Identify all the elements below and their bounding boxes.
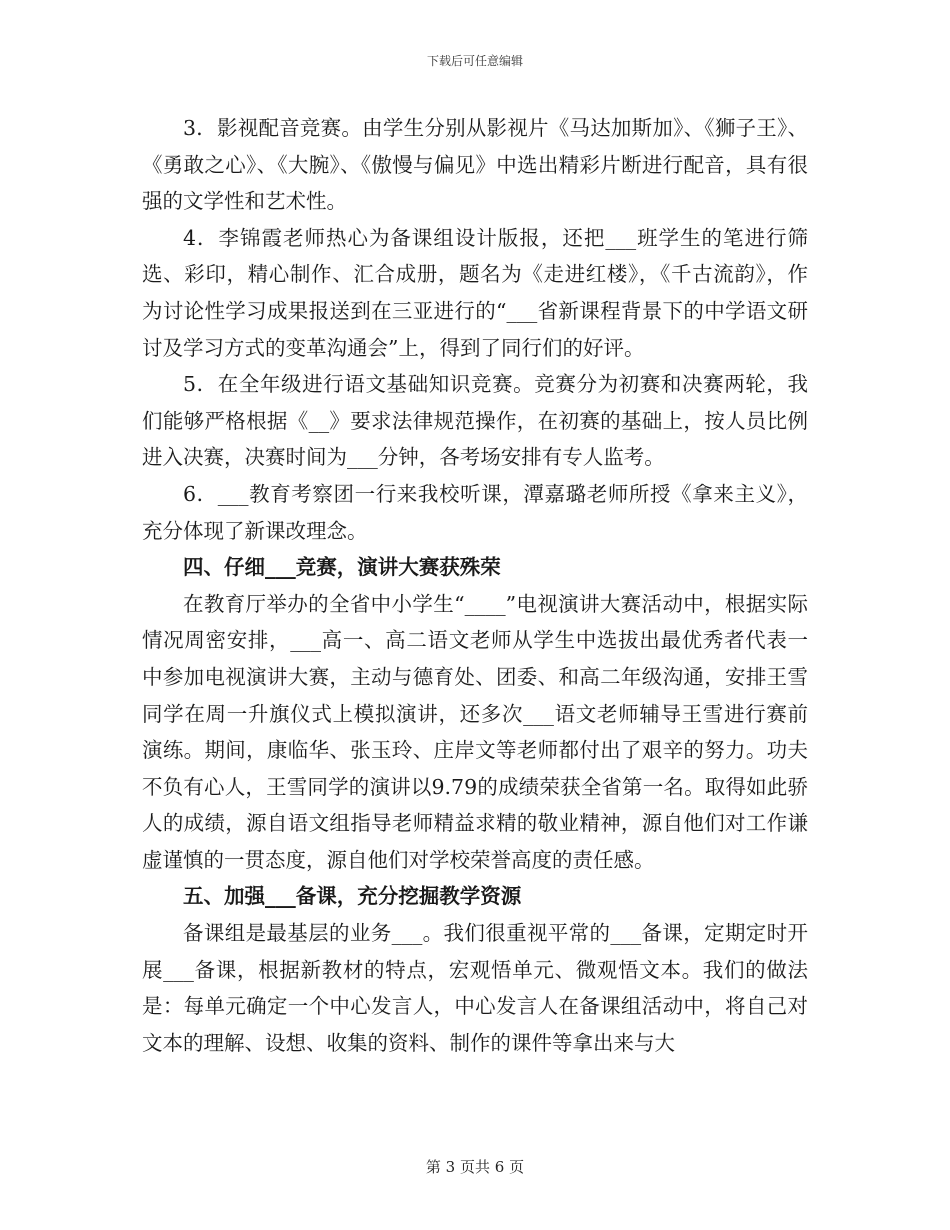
section-heading-five: 五、加强___备课，充分挖掘教学资源	[183, 884, 522, 909]
paragraph-item-4: 4．李锦霞老师热心为备课组设计版报，还把___班学生的笔进行筛选、彩印，精心制作、汇合成册，题名为《走进红楼》，《千古流韵》，作为讨论性学习成果报送到在三亚进行的“___省新课程背景下的中学语文研讨及学习方式的变革沟通会”上，得到了同行们的好评。	[142, 225, 808, 360]
section-heading-four: 四、仔细___竞赛，演讲大赛获殊荣	[183, 555, 501, 580]
page-number-footer: 第 3 页共 6 页	[425, 1158, 525, 1176]
paragraph-item-6: 6．___教育考察团一行来我校听课，潭嘉璐老师所授《拿来主义》，充分体现了新课改理念。	[142, 481, 808, 543]
paragraph-item-5: 5．在全年级进行语文基础知识竞赛。竞赛分为初赛和决赛两轮，我们能够严格根据《__》要求法律规范操作，在初赛的基础上，按人员比例进入决赛，决赛时间为___分钟，各考场安排有专人监考。	[142, 372, 808, 470]
paragraph-lesson-prep: 备课组是最基层的业务___。我们很重视平常的___备课，定期定时开展___备课，根据新教材的特点，宏观悟单元、微观悟文本。我们的做法是：每单元确定一个中心发言人，中心发言人在备课组活动中，将自己对文本的理解、设想、收集的资料、制作的课件等拿出来与大	[142, 921, 808, 1055]
paragraph-item-3: 3．影视配音竞赛。由学生分别从影视片《马达加斯加》、《狮子王》、《勇敢之心》、《大腕》、《傲慢与偏见》中选出精彩片断进行配音，具有很强的文学性和艺术性。	[142, 116, 808, 214]
paragraph-speech-contest: 在教育厅举办的全省中小学生“____”电视演讲大赛活动中，根据实际情况周密安排，___高一、高二语文老师从学生中选拔出最优秀者代表一中参加电视演讲大赛，主动与德育处、团委、和高二年级沟通，安排王雪同学在周一升旗仪式上模拟演讲，还多次___语文老师辅导王雪进行赛前演练。期间，康临华、张玉玲、庄岸文等老师都付出了艰辛的努力。功夫不负有心人，王雪同学的演讲以9.79的成绩荣获全省第一名。取得如此骄人的成绩，源自语文组指导老师精益求精的敬业精神，源自他们对工作谦虚谨慎的一贯态度，源自他们对学校荣誉高度的责任感。	[142, 591, 808, 872]
page-header: 下载后可任意编辑	[426, 54, 523, 68]
document-body	[142, 110, 808, 1061]
